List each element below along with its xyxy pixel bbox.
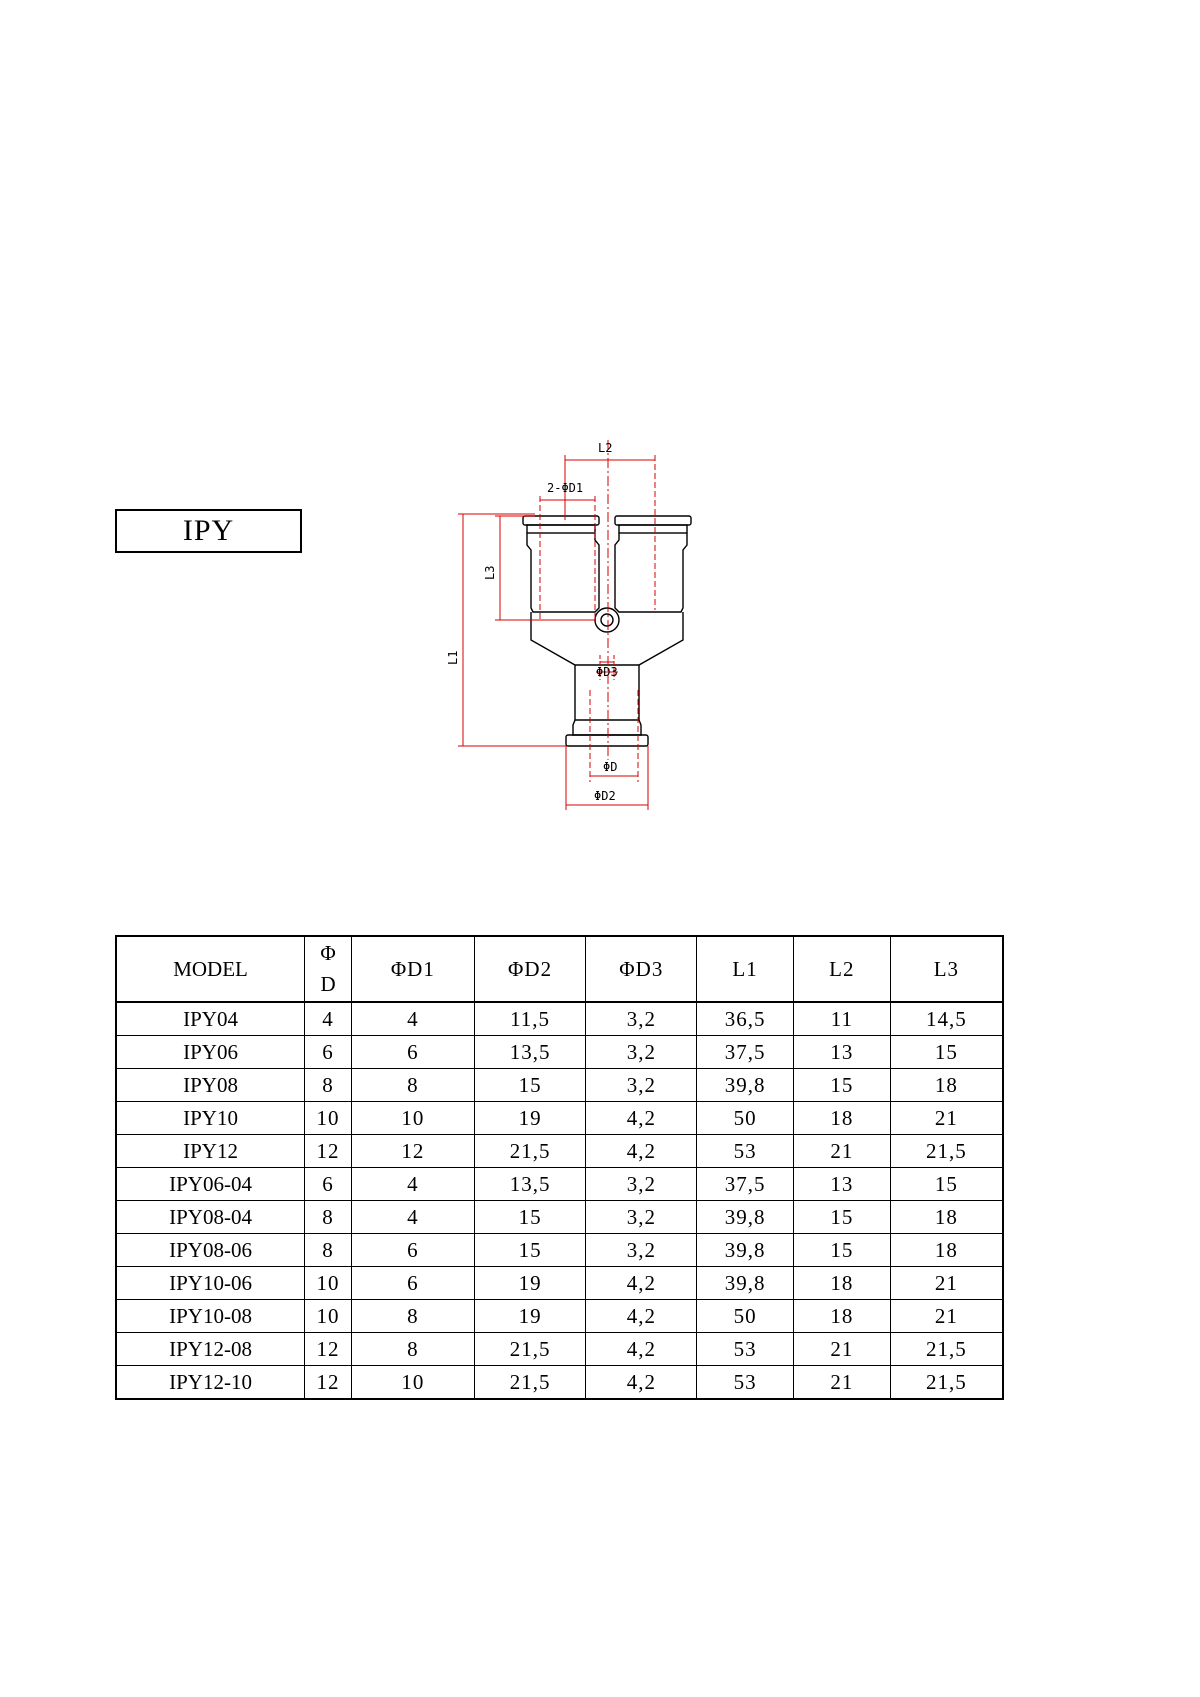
cell-d1: 8 bbox=[351, 1333, 474, 1366]
cell-d1: 4 bbox=[351, 1168, 474, 1201]
cell-d2: 15 bbox=[474, 1069, 586, 1102]
cell-d2: 19 bbox=[474, 1102, 586, 1135]
cell-l1: 50 bbox=[697, 1300, 794, 1333]
cell-d1: 8 bbox=[351, 1069, 474, 1102]
cell-d1: 10 bbox=[351, 1102, 474, 1135]
cell-model: IPY08-06 bbox=[116, 1234, 305, 1267]
cell-d: 8 bbox=[305, 1069, 352, 1102]
cell-l1: 37,5 bbox=[697, 1036, 794, 1069]
cell-l3: 21,5 bbox=[890, 1333, 1003, 1366]
cell-l3: 14,5 bbox=[890, 1002, 1003, 1036]
cell-l3: 18 bbox=[890, 1201, 1003, 1234]
table-row bbox=[116, 1135, 1003, 1168]
cell-d: 12 bbox=[305, 1333, 352, 1366]
cell-l2: 18 bbox=[793, 1267, 890, 1300]
cell-l1: 50 bbox=[697, 1102, 794, 1135]
cell-d1: 4 bbox=[351, 1201, 474, 1234]
cell-d2: 15 bbox=[474, 1234, 586, 1267]
header-l3: L3 bbox=[890, 936, 1003, 1002]
cell-d3: 4,2 bbox=[586, 1300, 697, 1333]
cell-l2: 13 bbox=[793, 1168, 890, 1201]
table-row bbox=[116, 1002, 1003, 1036]
cell-l2: 18 bbox=[793, 1300, 890, 1333]
cell-d1: 12 bbox=[351, 1135, 474, 1168]
cell-d2: 19 bbox=[474, 1300, 586, 1333]
cell-d: 12 bbox=[305, 1366, 352, 1400]
cell-l2: 18 bbox=[793, 1102, 890, 1135]
cell-l3: 21 bbox=[890, 1102, 1003, 1135]
cell-d3: 3,2 bbox=[586, 1002, 697, 1036]
cell-l2: 21 bbox=[793, 1135, 890, 1168]
cell-d2: 21,5 bbox=[474, 1135, 586, 1168]
cell-l3: 21 bbox=[890, 1267, 1003, 1300]
cell-d: 10 bbox=[305, 1300, 352, 1333]
table-row bbox=[116, 1102, 1003, 1135]
cell-l3: 18 bbox=[890, 1069, 1003, 1102]
label-d1: 2-ΦD1 bbox=[547, 481, 584, 495]
cell-model: IPY12-08 bbox=[116, 1333, 305, 1366]
header-l2: L2 bbox=[793, 936, 890, 1002]
cell-model: IPY04 bbox=[116, 1002, 305, 1036]
table-header bbox=[116, 936, 1003, 1002]
cell-d3: 3,2 bbox=[586, 1168, 697, 1201]
cell-d1: 6 bbox=[351, 1234, 474, 1267]
cell-d: 6 bbox=[305, 1036, 352, 1069]
cell-d2: 13,5 bbox=[474, 1168, 586, 1201]
cell-d3: 4,2 bbox=[586, 1333, 697, 1366]
cell-d1: 6 bbox=[351, 1036, 474, 1069]
table-row bbox=[116, 1366, 1003, 1400]
table-row bbox=[116, 1333, 1003, 1366]
label-l3: L3 bbox=[483, 565, 497, 580]
cell-l3: 15 bbox=[890, 1168, 1003, 1201]
header-d3: ΦD3 bbox=[586, 936, 697, 1002]
header-model: MODEL bbox=[116, 936, 305, 1002]
table-row bbox=[116, 1234, 1003, 1267]
cell-l3: 21 bbox=[890, 1300, 1003, 1333]
table-row bbox=[116, 1036, 1003, 1069]
cell-d2: 15 bbox=[474, 1201, 586, 1234]
cell-model: IPY06-04 bbox=[116, 1168, 305, 1201]
cell-d: 6 bbox=[305, 1168, 352, 1201]
cell-l1: 39,8 bbox=[697, 1234, 794, 1267]
cell-l2: 15 bbox=[793, 1201, 890, 1234]
cell-d: 4 bbox=[305, 1002, 352, 1036]
cell-l1: 53 bbox=[697, 1366, 794, 1400]
label-d2: ΦD2 bbox=[594, 789, 616, 803]
table-row bbox=[116, 1168, 1003, 1201]
cell-l2: 15 bbox=[793, 1069, 890, 1102]
cell-d2: 21,5 bbox=[474, 1333, 586, 1366]
cell-model: IPY06 bbox=[116, 1036, 305, 1069]
cell-l1: 37,5 bbox=[697, 1168, 794, 1201]
cell-d2: 11,5 bbox=[474, 1002, 586, 1036]
cell-d3: 3,2 bbox=[586, 1069, 697, 1102]
dimension-labels bbox=[446, 441, 618, 803]
label-l2: L2 bbox=[598, 441, 613, 455]
cell-d3: 4,2 bbox=[586, 1366, 697, 1400]
cell-l2: 21 bbox=[793, 1366, 890, 1400]
table-row bbox=[116, 1267, 1003, 1300]
cell-l3: 15 bbox=[890, 1036, 1003, 1069]
cell-l1: 36,5 bbox=[697, 1002, 794, 1036]
cell-d1: 6 bbox=[351, 1267, 474, 1300]
cell-d3: 3,2 bbox=[586, 1036, 697, 1069]
cell-l2: 21 bbox=[793, 1333, 890, 1366]
label-d: ΦD bbox=[603, 760, 618, 774]
header-l1: L1 bbox=[697, 936, 794, 1002]
cell-d3: 3,2 bbox=[586, 1201, 697, 1234]
cell-d3: 4,2 bbox=[586, 1267, 697, 1300]
cell-d1: 10 bbox=[351, 1366, 474, 1400]
cell-model: IPY12-10 bbox=[116, 1366, 305, 1400]
header-d2: ΦD2 bbox=[474, 936, 586, 1002]
cell-d3: 4,2 bbox=[586, 1102, 697, 1135]
cell-model: IPY10 bbox=[116, 1102, 305, 1135]
cell-l1: 39,8 bbox=[697, 1201, 794, 1234]
cell-model: IPY10-08 bbox=[116, 1300, 305, 1333]
cell-l1: 39,8 bbox=[697, 1069, 794, 1102]
cell-l2: 15 bbox=[793, 1234, 890, 1267]
cell-d3: 4,2 bbox=[586, 1135, 697, 1168]
cell-d2: 21,5 bbox=[474, 1366, 586, 1400]
cell-l1: 53 bbox=[697, 1135, 794, 1168]
header-phi-d-letter: D bbox=[320, 972, 336, 996]
header-d1: ΦD1 bbox=[351, 936, 474, 1002]
table-row bbox=[116, 1201, 1003, 1234]
table-row bbox=[116, 1069, 1003, 1102]
specification-table bbox=[115, 935, 1004, 1400]
cell-l3: 21,5 bbox=[890, 1366, 1003, 1400]
cell-l2: 13 bbox=[793, 1036, 890, 1069]
cell-d: 10 bbox=[305, 1102, 352, 1135]
cell-d1: 4 bbox=[351, 1002, 474, 1036]
label-d3: ΦD3 bbox=[596, 665, 618, 679]
model-title: IPY bbox=[115, 509, 302, 553]
cell-l2: 11 bbox=[793, 1002, 890, 1036]
cell-l1: 53 bbox=[697, 1333, 794, 1366]
cell-l3: 18 bbox=[890, 1234, 1003, 1267]
label-l1: L1 bbox=[446, 650, 460, 665]
fitting-outline bbox=[523, 516, 691, 746]
table-row bbox=[116, 1300, 1003, 1333]
cell-d2: 13,5 bbox=[474, 1036, 586, 1069]
header-phi-d bbox=[305, 936, 352, 1002]
cell-d: 10 bbox=[305, 1267, 352, 1300]
cell-d2: 19 bbox=[474, 1267, 586, 1300]
cell-d1: 8 bbox=[351, 1300, 474, 1333]
cell-l1: 39,8 bbox=[697, 1267, 794, 1300]
cell-model: IPY08 bbox=[116, 1069, 305, 1102]
cell-model: IPY08-04 bbox=[116, 1201, 305, 1234]
cell-d: 12 bbox=[305, 1135, 352, 1168]
fitting-drawing bbox=[440, 425, 700, 815]
dimension-lines bbox=[458, 440, 655, 810]
cell-model: IPY12 bbox=[116, 1135, 305, 1168]
cell-d: 8 bbox=[305, 1234, 352, 1267]
cell-d3: 3,2 bbox=[586, 1234, 697, 1267]
cell-model: IPY10-06 bbox=[116, 1267, 305, 1300]
cell-l3: 21,5 bbox=[890, 1135, 1003, 1168]
header-phi-d-symbol: Φ bbox=[320, 941, 336, 965]
table-body bbox=[116, 1002, 1003, 1399]
cell-d: 8 bbox=[305, 1201, 352, 1234]
